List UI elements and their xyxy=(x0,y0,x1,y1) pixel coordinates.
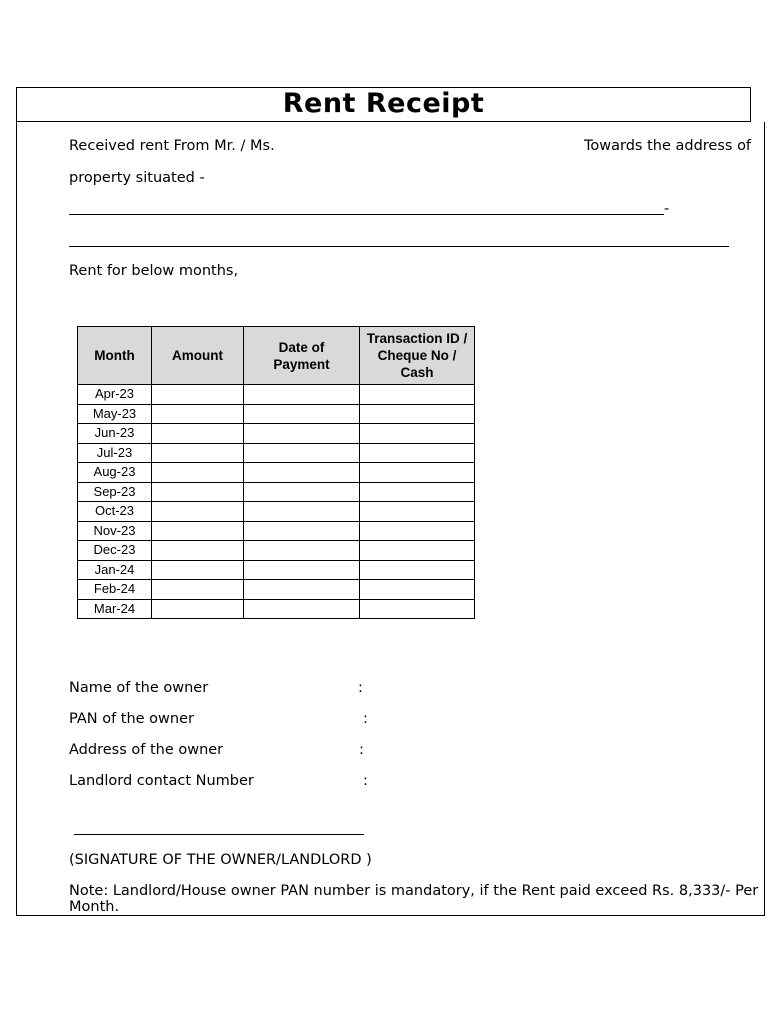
amount-cell[interactable] xyxy=(152,502,244,522)
month-cell: Aug-23 xyxy=(78,463,152,483)
month-cell: May-23 xyxy=(78,404,152,424)
owner-address-colon: : xyxy=(359,742,364,758)
date-cell[interactable] xyxy=(244,541,360,561)
table-row xyxy=(78,404,475,424)
transaction-cell[interactable] xyxy=(360,560,475,580)
transaction-cell[interactable] xyxy=(360,502,475,522)
table-row xyxy=(78,560,475,580)
transaction-cell[interactable] xyxy=(360,385,475,405)
address-line-2 xyxy=(69,246,729,247)
amount-cell[interactable] xyxy=(152,580,244,600)
date-cell[interactable] xyxy=(244,463,360,483)
header-amount: Amount xyxy=(152,327,244,385)
month-cell: Mar-24 xyxy=(78,599,152,619)
received-from-label: Received rent From Mr. / Ms. xyxy=(69,138,275,154)
table-row xyxy=(78,482,475,502)
date-cell[interactable] xyxy=(244,521,360,541)
pan-note: Note: Landlord/House owner PAN number is mandatory, if the Rent paid exceed Rs. 8,333/- Per Month. xyxy=(69,883,759,915)
date-cell[interactable] xyxy=(244,580,360,600)
date-cell[interactable] xyxy=(244,424,360,444)
rent-table xyxy=(77,326,475,619)
title-box xyxy=(16,87,751,122)
date-cell[interactable] xyxy=(244,560,360,580)
owner-pan-colon: : xyxy=(363,711,368,727)
month-cell: Jun-23 xyxy=(78,424,152,444)
amount-cell[interactable] xyxy=(152,443,244,463)
month-cell: Feb-24 xyxy=(78,580,152,600)
table-row xyxy=(78,443,475,463)
transaction-cell[interactable] xyxy=(360,521,475,541)
towards-address-label: Towards the address of xyxy=(584,138,752,154)
transaction-cell[interactable] xyxy=(360,580,475,600)
date-cell[interactable] xyxy=(244,443,360,463)
table-row xyxy=(78,463,475,483)
address-line-dash: - xyxy=(664,201,670,217)
date-cell[interactable] xyxy=(244,404,360,424)
table-row xyxy=(78,541,475,561)
month-cell: Oct-23 xyxy=(78,502,152,522)
amount-cell[interactable] xyxy=(152,541,244,561)
owner-pan-label: PAN of the owner xyxy=(69,711,194,727)
owner-name-colon: : xyxy=(358,680,363,696)
header-transaction-id: Transaction ID / Cheque No / Cash xyxy=(360,327,475,385)
month-cell: Sep-23 xyxy=(78,482,152,502)
transaction-cell[interactable] xyxy=(360,482,475,502)
amount-cell[interactable] xyxy=(152,385,244,405)
transaction-cell[interactable] xyxy=(360,541,475,561)
month-cell: Jul-23 xyxy=(78,443,152,463)
property-situated-label: property situated - xyxy=(69,170,205,186)
month-cell: Dec-23 xyxy=(78,541,152,561)
amount-cell[interactable] xyxy=(152,560,244,580)
amount-cell[interactable] xyxy=(152,482,244,502)
table-header-row xyxy=(78,327,475,385)
table-row xyxy=(78,424,475,444)
transaction-cell[interactable] xyxy=(360,424,475,444)
page-title: Rent Receipt xyxy=(282,88,485,119)
landlord-contact-label: Landlord contact Number xyxy=(69,773,254,789)
owner-name-label: Name of the owner xyxy=(69,680,209,696)
amount-cell[interactable] xyxy=(152,424,244,444)
table-row xyxy=(78,385,475,405)
date-cell[interactable] xyxy=(244,385,360,405)
month-cell: Jan-24 xyxy=(78,560,152,580)
signature-label: (SIGNATURE OF THE OWNER/LANDLORD ) xyxy=(69,852,372,868)
transaction-cell[interactable] xyxy=(360,404,475,424)
month-cell: Apr-23 xyxy=(78,385,152,405)
amount-cell[interactable] xyxy=(152,463,244,483)
table-row xyxy=(78,521,475,541)
month-cell: Nov-23 xyxy=(78,521,152,541)
date-cell[interactable] xyxy=(244,502,360,522)
landlord-contact-colon: : xyxy=(363,773,368,789)
transaction-cell[interactable] xyxy=(360,599,475,619)
table-row xyxy=(78,599,475,619)
header-month: Month xyxy=(78,327,152,385)
amount-cell[interactable] xyxy=(152,404,244,424)
rent-months-label: Rent for below months, xyxy=(69,263,239,279)
date-cell[interactable] xyxy=(244,482,360,502)
amount-cell[interactable] xyxy=(152,599,244,619)
table-row xyxy=(78,502,475,522)
header-date-of-payment: Date of Payment xyxy=(244,327,360,385)
transaction-cell[interactable] xyxy=(360,443,475,463)
address-line-1 xyxy=(69,214,664,215)
table-row xyxy=(78,580,475,600)
transaction-cell[interactable] xyxy=(360,463,475,483)
date-cell[interactable] xyxy=(244,599,360,619)
amount-cell[interactable] xyxy=(152,521,244,541)
signature-line xyxy=(74,834,364,835)
owner-address-label: Address of the owner xyxy=(69,742,224,758)
